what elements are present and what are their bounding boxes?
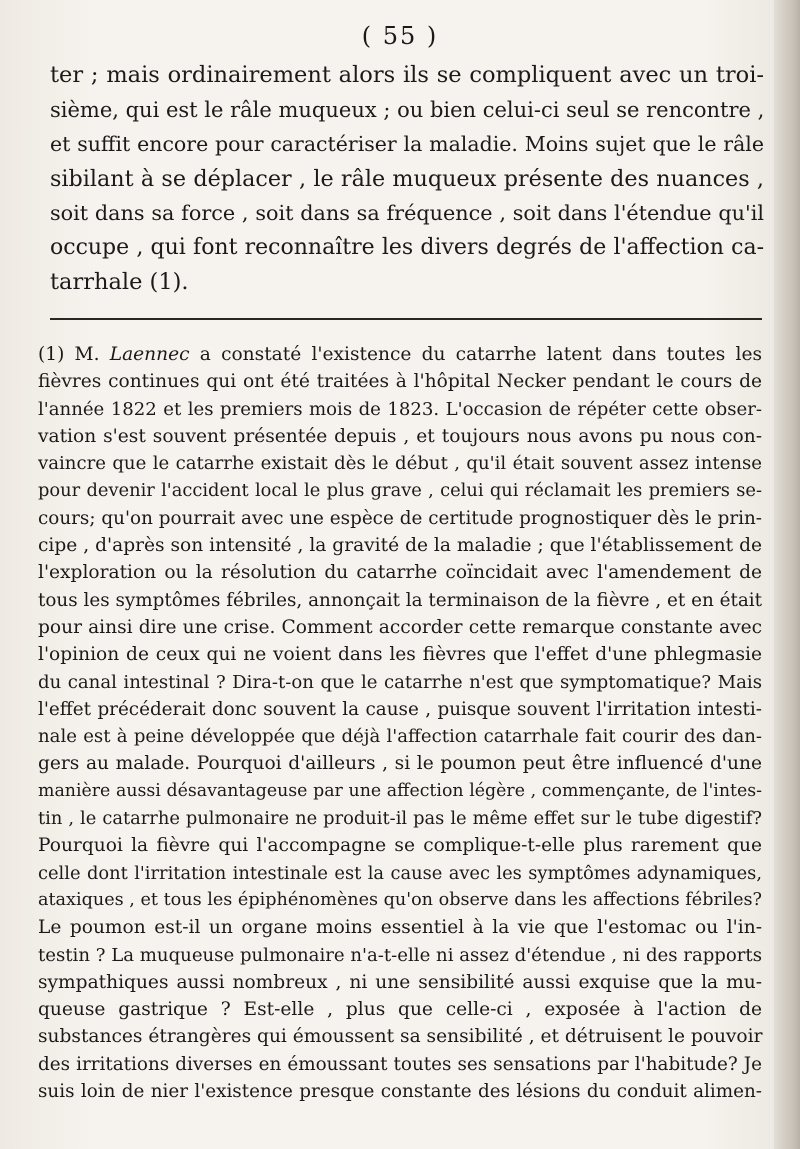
footnote-line: pour devenir l'accident local le plus grave , celui qui réclamait les premiers se-: [38, 480, 762, 502]
footnote-line: l'opinion de ceux qui ne voient dans les fièvres que l'effet d'une phlegmasie: [38, 644, 762, 666]
footnote-line: du canal intestinal ? Dira-t-on que le catarrhe n'est que symptomatique? Mais: [38, 671, 762, 693]
footnote-line: tin , le catarrhe pulmonaire ne produit-il pas le même effet sur le tube digestif?: [38, 808, 762, 830]
footnote-line: l'année 1822 et les premiers mois de 1823. L'occasion de répéter cette obser-: [38, 398, 762, 420]
footnote-line: nale est à peine développée que déjà l'affection catarrhale fait courir des dan-: [38, 726, 762, 748]
author-name: Laennec: [109, 344, 190, 365]
footnote-separator-rule: [50, 318, 762, 320]
text-line: sième, qui est le râle muqueux ; ou bien celui-ci seul se rencontre ,: [50, 97, 765, 122]
footnote-line: fièvres continues qui ont été traitées à l'hôpital Necker pendant le cours de: [38, 371, 762, 393]
text-line: sibilant à se déplacer , le râle muqueux présente des nuances ,: [50, 165, 764, 192]
text-line: tarrhale (1).: [50, 269, 189, 295]
footnote-line: vaincre que le catarrhe existait dès le début , qu'il était souvent assez intense: [38, 453, 762, 475]
page-number: ( 55 ): [361, 22, 439, 50]
page-edge-shadow: [774, 0, 800, 1149]
footnote-line: queuse gastrique ? Est-elle , plus que celle-ci , exposée à l'action de: [38, 999, 762, 1021]
text-line: ter ; mais ordinairement alors ils se compliquent avec un troi-: [50, 62, 764, 88]
text-line: soit dans sa force , soit dans sa fréquence , soit dans l'étendue qu'il: [50, 201, 764, 225]
footnote-line: l'effet précéderait donc souvent la cause , puisque souvent l'irritation intesti-: [38, 698, 762, 720]
footnote-line: manière aussi désavantageuse par une affection légère , commençante, de l'intes-: [38, 780, 762, 801]
footnote-line: celle dont l'irritation intestinale est la cause avec les symptômes adynamiques,: [38, 862, 762, 884]
text-line: et suffit encore pour caractériser la maladie. Moins sujet que le râle: [50, 132, 764, 156]
footnote-line: substances étrangères qui émoussent sa sensibilité , et détruisent le pouvoir: [38, 1026, 763, 1048]
footnote-first-line: [38, 341, 762, 368]
footnote-line: suis loin de nier l'existence presque constante des lésions du conduit alimen-: [38, 1081, 762, 1103]
main-paragraph: [50, 58, 764, 300]
footnote-line: l'exploration ou la résolution du catarrhe coïncidait avec l'amendement de: [38, 562, 762, 584]
footnote-line: vation s'est souvent présentée depuis , et toujours nous avons pu nous con-: [38, 425, 762, 447]
footnote-line: gers au malade. Pourquoi d'ailleurs , si le poumon peut être influencé d'une: [38, 753, 762, 775]
footnote-line: ataxiques , et tous les épiphénomènes qu'on observe dans les affections fébriles?: [38, 889, 762, 910]
footnote-line: des irritations diverses en émoussant toutes ses sensations par l'habitude? Je: [38, 1053, 762, 1075]
footnote-line: testin ? La muqueuse pulmonaire n'a-t-elle ni assez d'étendue , ni des rapports: [38, 944, 762, 966]
footnote-line: cours; qu'on pourrait avec une espèce de certitude prognostiquer dès le prin-: [38, 507, 762, 529]
footnote-line: Le poumon est-il un organe moins essentiel à la vie que l'estomac ou l'in-: [38, 917, 762, 939]
footnote-line: cipe , d'après son intensité , la gravité de la maladie ; que l'établissement de: [38, 535, 762, 557]
footnote-line: pour ainsi dire une crise. Comment accorder cette remarque constante avec: [38, 616, 762, 638]
footnote-line: tous les symptômes fébriles, annonçait la terminaison de la fièvre , et en était: [38, 589, 762, 611]
footnote-marker: (1) M.: [38, 344, 110, 365]
footnote-line: Pourquoi la fièvre qui l'accompagne se complique-t-elle plus rarement que: [38, 835, 762, 857]
footnote-line: sympathiques aussi nombreux , ni une sensibilité aussi exquise que la mu-: [38, 971, 762, 993]
footnote: [38, 341, 762, 1105]
footnote-first-line-text: a constaté l'existence du catarrhe latent dans toutes les: [189, 344, 762, 365]
text-line: occupe , qui font reconnaître les divers degrés de l'affection ca-: [50, 234, 764, 260]
